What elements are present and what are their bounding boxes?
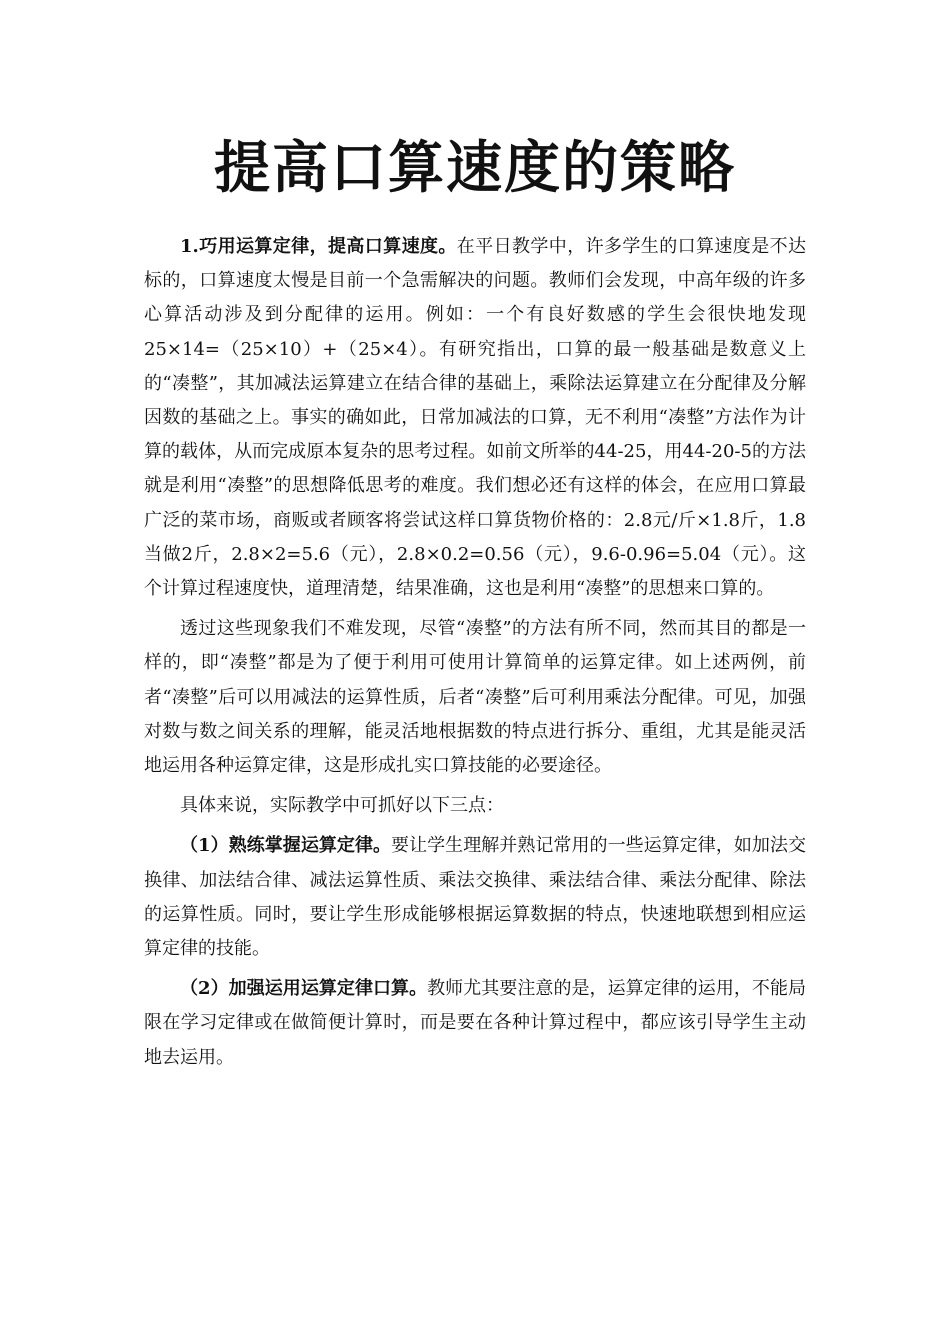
paragraph-5-lead: （2）加强运用运算定律口算。 <box>180 978 428 1000</box>
document-title: 提高口算速度的策略 <box>214 135 736 201</box>
document-body <box>144 230 806 1075</box>
paragraph-4-text: 要让学生理解并熟记常用的一些运算定律，如加法交换律、加法结合律、减法运算性质、乘法交换律、乘法结合律、乘法分配律、除法的运算性质。同时，要让学生形成能够根据运算数据的特点，快速地联想到相应运算定律的技能。 <box>144 835 806 960</box>
paragraph-1-text: 在平日教学中，许多学生的口算速度是不达标的，口算速度太慢是目前一个急需解决的问题。教师们会发现，中高年级的许多心算活动涉及到分配律的运用。例如：一个有良好数感的学生会很快地发现25×14=（25×10）+（25×4）。有研究指出，口算的最一般基础是数意义上的“凑整”，其加减法运算建立在结合律的基础上，乘除法运算建立在分配律及分解因数的基础之上。事实的确如此，日常加减法的口算，无不利用“凑整”方法作为计算的载体，从而完成原本复杂的思考过程。如前文所举的44-25，用44-20-5的方法就是利用“凑整”的思想降低思考的难度。我们想必还有这样的体会，在应用口算最广泛的菜市场，商贩或者顾客将尝试这样口算货物价格的：2.8元/斤×1.8斤，1.8当做2斤，2.8×2=5.6（元），2.8×0.2=0.56（元），9.6-0.96=5.04（元）。这个计算过程速度快，道理清楚，结果准确，这也是利用“凑整”的思想来口算的。 <box>144 236 806 600</box>
paragraph-4 <box>144 829 806 966</box>
paragraph-4-lead: （1）熟练掌握运算定律。 <box>180 835 392 857</box>
paragraph-3 <box>144 789 806 823</box>
paragraph-5 <box>144 972 806 1075</box>
paragraph-2 <box>144 612 806 783</box>
paragraph-2-text: 透过这些现象我们不难发现，尽管“凑整”的方法有所不同，然而其目的都是一样的，即“凑整”都是为了便于利用可使用计算简单的运算定律。如上述两例，前者“凑整”后可以用减法的运算性质，后者“凑整”后可利用乘法分配律。可见，加强对数与数之间关系的理解，能灵活地根据数的特点进行拆分、重组，尤其是能灵活地运用各种运算定律，这是形成扎实口算技能的必要途径。 <box>144 618 806 777</box>
paragraph-5-text: 教师尤其要注意的是，运算定律的运用，不能局限在学习定律或在做简便计算时，而是要在各种计算过程中，都应该引导学生主动地去运用。 <box>144 978 807 1068</box>
paragraph-1 <box>144 230 806 606</box>
paragraph-3-text: 具体来说，实际教学中可抓好以下三点： <box>180 795 504 817</box>
paragraph-1-lead: 1.巧用运算定律，提高口算速度。 <box>180 236 457 257</box>
